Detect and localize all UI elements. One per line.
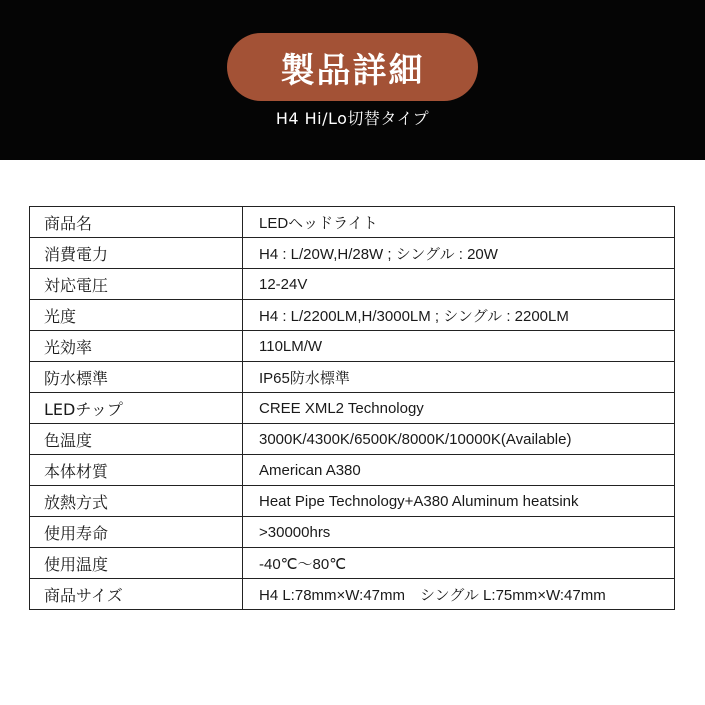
table-row: [30, 331, 675, 362]
spec-value: H4 : L/20W,H/28W ; シングル : 20W: [243, 238, 675, 269]
page-subtitle: H4 Hi/Lo切替タイプ: [275, 109, 430, 128]
spec-label: 防水標準: [30, 362, 243, 393]
spec-label: 消費電力: [30, 238, 243, 269]
table-row: [30, 207, 675, 238]
spec-value: H4 L:78mm×W:47mm シングル L:75mm×W:47mm: [243, 579, 675, 610]
table-row: [30, 424, 675, 455]
spec-value: Heat Pipe Technology+A380 Aluminum heatsink: [243, 486, 675, 517]
spec-label: 対応電圧: [30, 269, 243, 300]
spec-value: 110LM/W: [243, 331, 675, 362]
spec-label: 放熱方式: [30, 486, 243, 517]
spec-label: 本体材質: [30, 455, 243, 486]
table-row: [30, 548, 675, 579]
page-title-badge: [227, 33, 478, 101]
spec-label: 商品サイズ: [30, 579, 243, 610]
table-row: [30, 362, 675, 393]
table-row: [30, 300, 675, 331]
spec-label: 光度: [30, 300, 243, 331]
table-row: [30, 486, 675, 517]
spec-label: 色温度: [30, 424, 243, 455]
spec-value: IP65防水標準: [243, 362, 675, 393]
spec-value: American A380: [243, 455, 675, 486]
spec-value: LEDヘッドライト: [243, 207, 675, 238]
table-row: [30, 269, 675, 300]
spec-value: 12-24V: [243, 269, 675, 300]
spec-label: 商品名: [30, 207, 243, 238]
spec-table: [29, 206, 675, 610]
page-title: 製品詳細: [280, 50, 425, 91]
spec-label: 使用寿命: [30, 517, 243, 548]
spec-value: H4 : L/2200LM,H/3000LM ; シングル : 2200LM: [243, 300, 675, 331]
table-row: [30, 393, 675, 424]
spec-value: CREE XML2 Technology: [243, 393, 675, 424]
table-row: [30, 517, 675, 548]
table-row: [30, 579, 675, 610]
table-row: [30, 238, 675, 269]
spec-value: -40℃～80℃: [243, 548, 675, 579]
table-row: [30, 455, 675, 486]
spec-label: LEDチップ: [30, 393, 243, 424]
spec-value: 3000K/4300K/6500K/8000K/10000K(Available): [243, 424, 675, 455]
spec-label: 使用温度: [30, 548, 243, 579]
spec-label: 光効率: [30, 331, 243, 362]
header-banner: [0, 0, 705, 160]
spec-value: >30000hrs: [243, 517, 675, 548]
